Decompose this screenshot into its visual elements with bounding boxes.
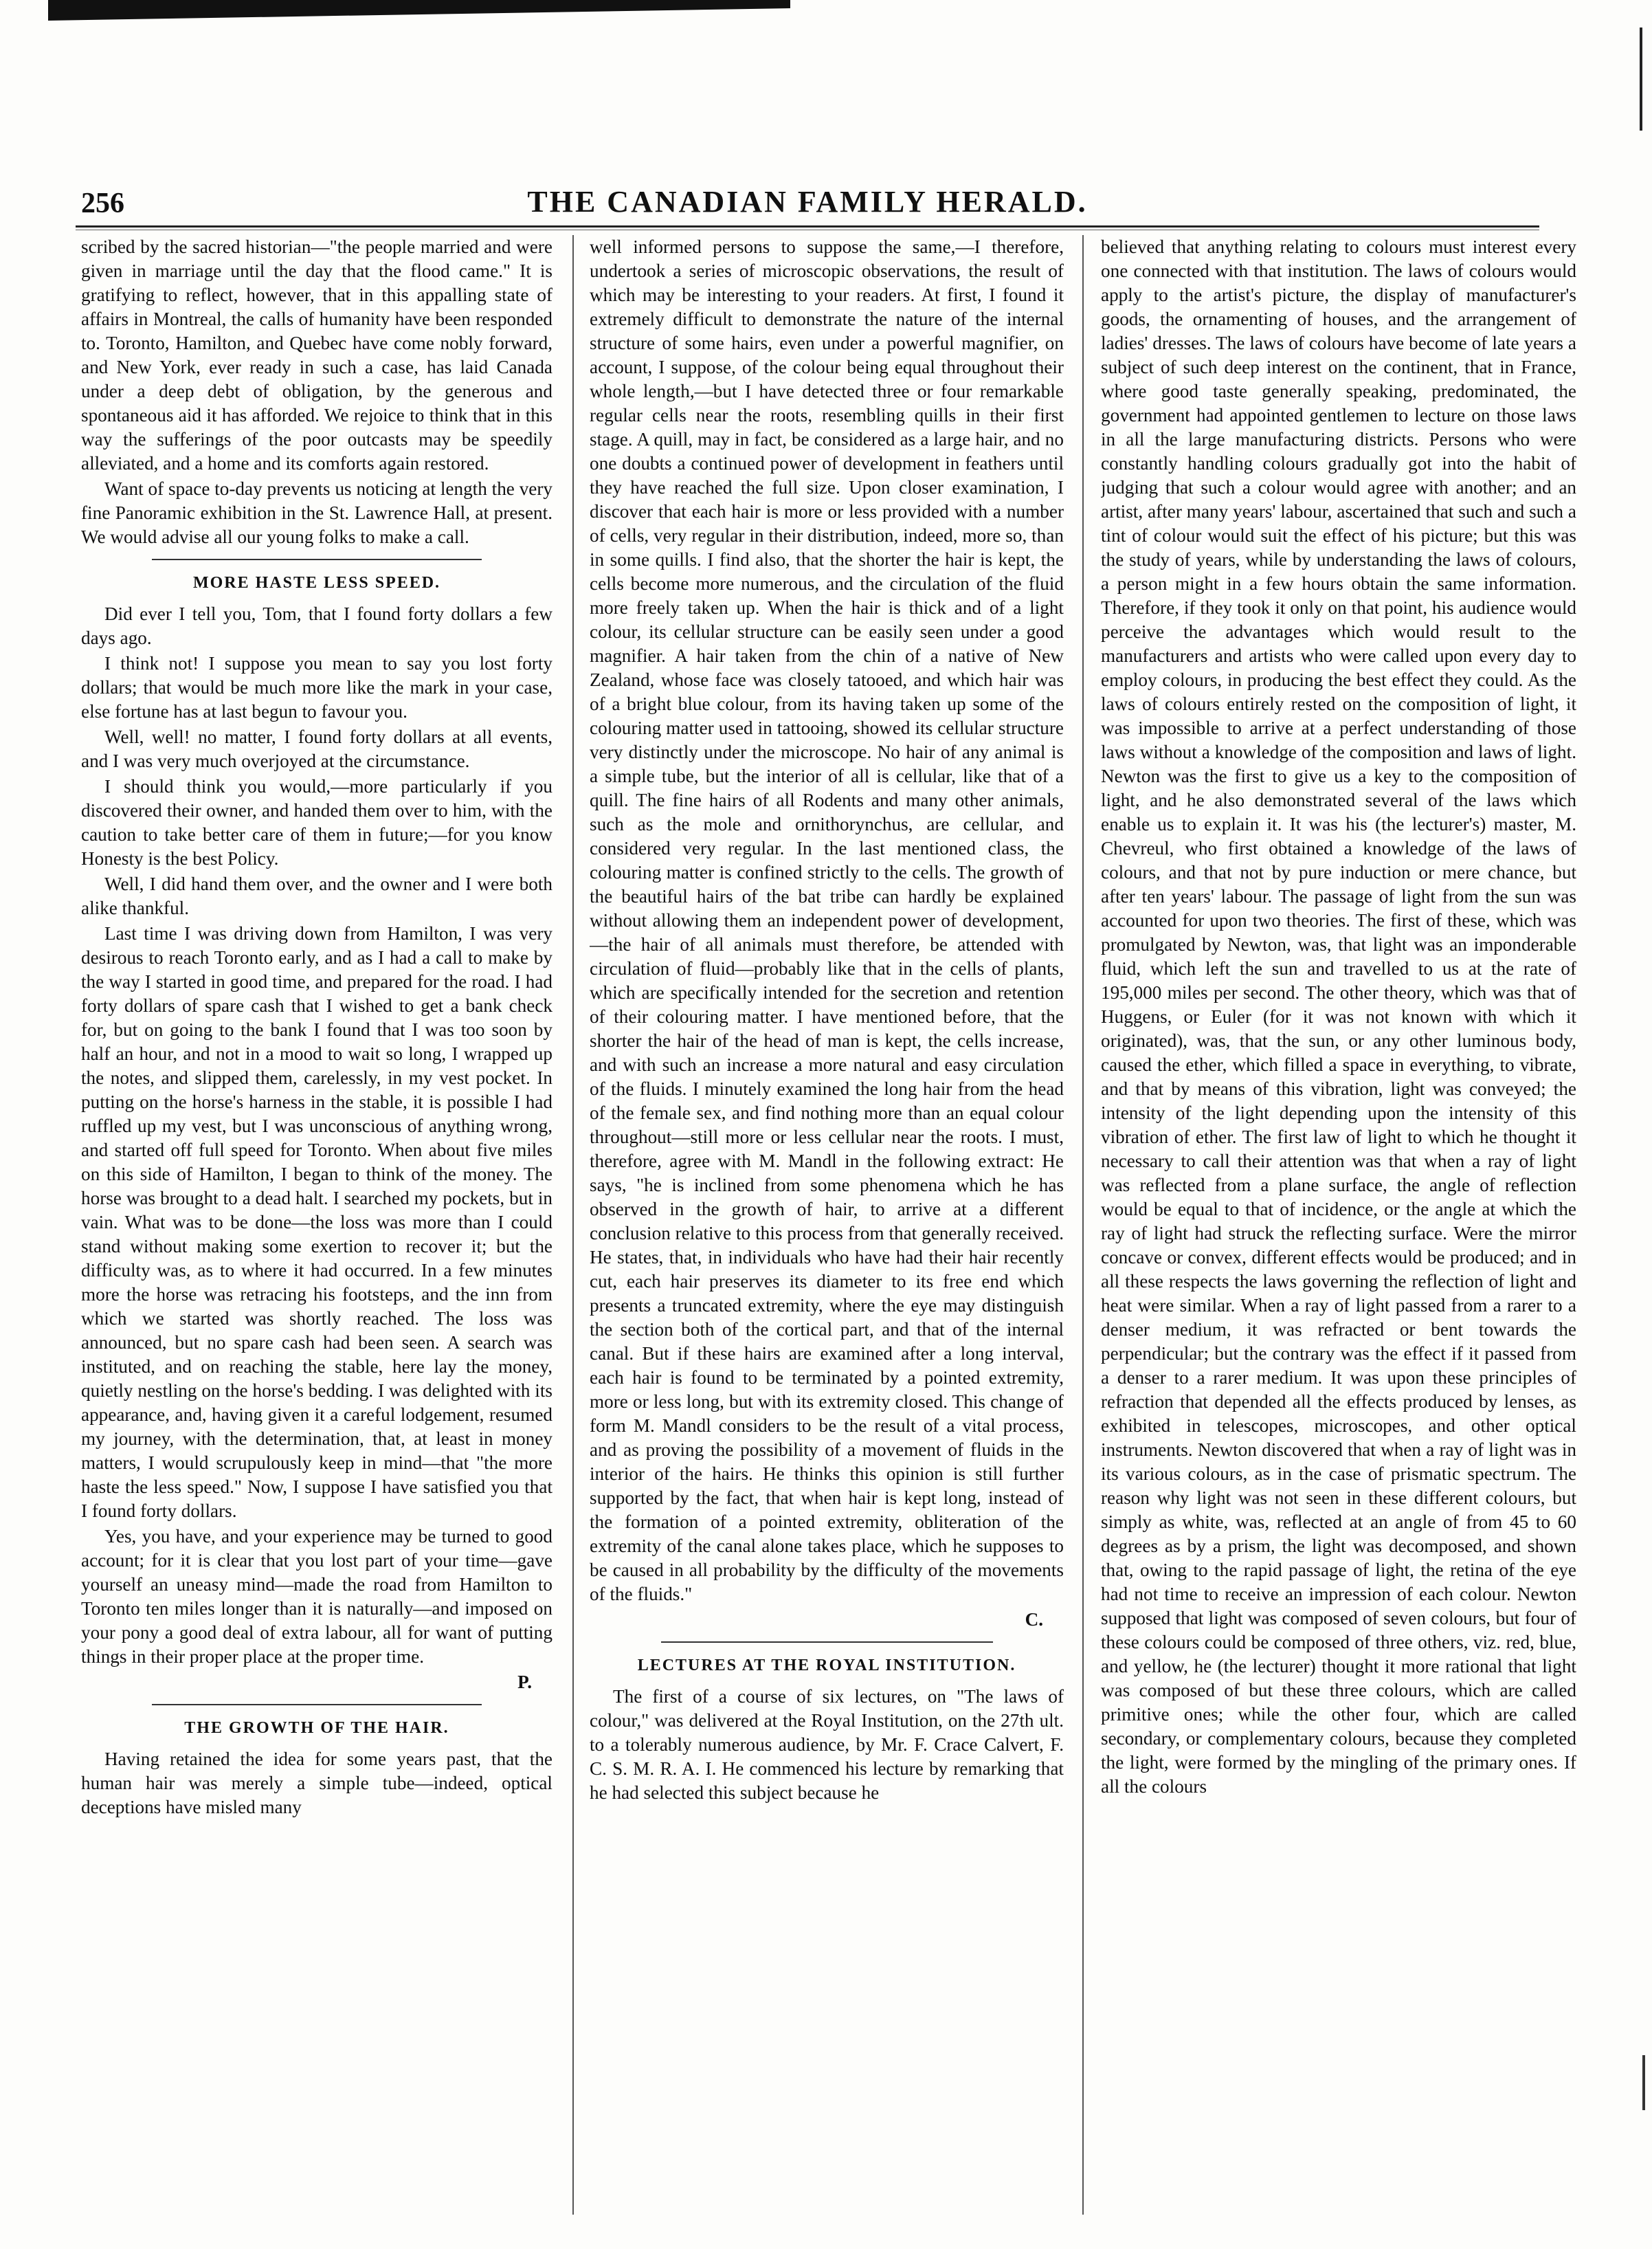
column-divider [572, 235, 574, 2215]
paragraph: Well, I did hand them over, and the owner and I were both alike thankful. [81, 874, 552, 918]
signature: C. [1025, 1609, 1043, 1630]
column-3 [1101, 235, 1576, 2222]
page-header [76, 184, 1539, 225]
scan-artifact-bar [48, 0, 790, 21]
paragraph: Yes, you have, and your experience may be turned to good account; for it is clear that you lost part of your time—gave yourself an uneasy mind—made the road from Hamilton to Toronto ten miles longer than it is naturally—and imposed on your pony a good deal of extra labour, all for want of putting things in their proper place at the proper time. [81, 1526, 552, 1667]
column-divider [1082, 235, 1084, 2215]
column-1 [81, 235, 552, 2222]
section-heading: LECTURES AT THE ROYAL INSTITUTION. [637, 1657, 1016, 1674]
section-separator [661, 1641, 993, 1643]
signature: P. [517, 1672, 532, 1692]
paragraph: Last time I was driving down from Hamilton, I was very desirous to reach Toronto early, and as I had a call to make by the way I started in good time, and prepared for the road. I had forty dollars of spare cash that I wished to get a bank check for, but on going to the bank I found that I was too soon by half an hour, and not in a mood to wait so long, I wrapped up the notes, and slipped them, carelessly, in my vest pocket. In putting on the horse's harness in the stable, it is possible I had ruffled up my vest, but I was unconscious of anything wrong, and started off full speed for Toronto. When about five miles on this side of Hamilton, I began to think of the money. The horse was brought to a dead halt. I searched my pockets, but in vain. What was to be done—the loss was more than I could stand without making some exertion to recover it; but the difficulty was, as to where it had occurred. In a few minutes more the horse was retracing his footsteps, and the inn from which we started was shortly reached. The loss was announced, but no spare cash had been seen. A search was instituted, and on reaching the stable, here lay the money, quietly nestling on the horse's bedding. I was delighted with its appearance, and, having given it a careful lodgement, resumed my journey, with the determination, that, at least in money matters, I would scrupulously keep in mind—that "the more haste the less speed." Now, I suppose I have satisfied you that I found forty dollars. [81, 923, 552, 1521]
paragraph: well informed persons to suppose the same,—I therefore, undertook a series of microscopic observations, the result of which may be interesting to your readers. At first, I found it extremely difficult to demonstrate the nature of the internal structure of some hairs, even under a powerful magnifier, on account, I suppose, of the colour being equal throughout their whole length,—but I have detected three or four remarkable regular cells near the roots, resembling quills in their first stage. A quill, may in fact, be considered as a large hair, and no one doubts a continued power of development in feathers until they have reached the full size. Upon closer examination, I discover that each hair is more or less provided with a number of cells, very regular in their distribution, indeed, more so, than in some quills. I find also, that the shorter the hair is kept, the cells become more numerous, and the circulation of the fluid more freely taken up. When the hair is thick and of a light colour, its cellular structure can be easily seen under a good magnifier. A hair taken from the chin of a native of New Zealand, whose face was closely tatooed, and which hair was of a bright blue colour, from its having taken up some of the colouring matter used in tattooing, showed its cellular structure very distinctly under the microscope. No hair of any animal is a simple tube, but the interior of all is cellular, like that of a quill. The fine hairs of all Rodents and many other animals, such as the mole and ornithorynchus, are cellular, and considered very regular. In the last mentioned class, the colouring matter is confined strictly to the cells. The growth of the beautiful hairs of the bat tribe can hardly be explained without allowing them an independent power of development,—the hair of all animals must therefore, be attended with circulation of fluid—probably like that in the cells of plants, which are specifically intended for the secretion and retention of their colouring matter. I have mentioned before, that the shorter the hair of the head of man is kept, the cells increase, and with such an increase a more natural and easy circulation of the fluids. I minutely examined the long hair from the head of the female sex, and find nothing more than an equal colour throughout—still more or less cellular near the roots. I must, therefore, agree with M. Mandl in the following extract: He says, "he is inclined from some phenomena which he has observed in the growth of hair, to arrive at a different conclusion relative to this process from that generally received. He states, that, in individuals who have had their hair recently cut, each hair preserves its diameter to its free end which presents a truncated extremity, where the eye may distinguish the section both of the cortical part, and that of the internal canal. But if these hairs are examined after a long interval, each hair is found to be terminated by a pointed extremity, more or less long, but with its extremity closed. This change of form M. Mandl considers to be the result of a vital process, and as proving the possibility of a movement of fluids in the interior of the hairs. He thinks this opinion is still further supported by the fact, that when hair is kept long, instead of the formation of a pointed extremity, obliteration of the extremity of the canal alone takes place, which he supposes to be caused in all probability by the difficulty of the movements of the fluids." [590, 236, 1064, 1604]
page-number: 256 [81, 188, 124, 219]
section-separator [152, 1704, 482, 1705]
paragraph: The first of a course of six lectures, on "The laws of colour," was delivered at the Royal Institution, on the 27th ult. to a tolerably numerous audience, by Mr. F. Crace Calvert, F. C. S. M. R. A. I. He commenced his lecture by remarking that he had selected this subject because he [590, 1686, 1064, 1803]
section-heading: MORE HASTE LESS SPEED. [192, 574, 441, 592]
scan-artifact-mark [1640, 27, 1642, 131]
header-rule [76, 225, 1539, 228]
column-2 [590, 235, 1064, 2222]
paragraph: I should think you would,—more particularly if you discovered their owner, and handed them over to him, with the caution to take better care of them in future;—for you know Honesty is the best Policy. [81, 776, 552, 869]
paragraph: Did ever I tell you, Tom, that I found forty dollars a few days ago. [81, 603, 552, 648]
section-heading: THE GROWTH OF THE HAIR. [184, 1719, 449, 1737]
paragraph: believed that anything relating to colours must interest every one connected with that institution. The laws of colours would apply to the artist's picture, the display of manufacturer's goods, the ornamenting of houses, and the arrangement of ladies' dresses. The laws of colours have become of late years a subject of such deep interest on the continent, that in France, where good taste generally speaking, predominated, the government had appointed gentlemen to lecture on those laws in all the large manufacturing districts. Persons who were constantly handling colours gradually got into the habit of judging that such a colour would agree with another; and an artist, after many years' labour, ascertained that such and such a tint of colour would suit the effect of his picture; but this was the study of years, while by understanding the laws of colours, a person might in a few hours obtain the same information. Therefore, if they took it only on that point, his audience would perceive the advantages which would result to the manufacturers and artists who were called upon every day to employ colours, in producing the best effect they could. As the laws of colours entirely rested on the composition of light, it was impossible to arrive at a perfect understanding of those laws without a knowledge of the composition and laws of light. Newton was the first to give us a key to the composition of light, and he also demonstrated several of the laws which enable us to explain it. It was his (the lecturer's) master, M. Chevreul, who first obtained a knowledge of the laws of colours, and that not by pure induction or mere chance, but after ten years' labour. The passage of light from the sun was accounted for upon two theories. The first of these, which was promulgated by Newton, was, that light was an imponderable fluid, which left the sun and travelled to us at the rate of 195,000 miles per second. The other theory, which was that of Huggens, or Euler (for it was not known with which it originated), was, that the sun, or any other luminous body, caused the ether, which filled a space in everything, to vibrate, and that by means of this vibration, light was conveyed; the intensity of the light depending upon the intensity of this vibration of ether. The first law of light to which he thought it necessary to call their attention was that when a ray of light was reflected from a plane surface, the angle of reflection would be equal to that of incidence, or the angle at which the ray of light had struck the reflecting surface. Were the mirror concave or convex, different effects would be produced; and in all these respects the laws governing the reflection of light and heat were similar. When a ray of light passed from a rarer to a denser medium, it was refracted or bent towards the perpendicular; but the contrary was the effect if it passed from a denser to a rarer medium. It was upon these principles of refraction that depended all the effects produced by lenses, as exhibited in telescopes, microscopes, and other optical instruments. Newton discovered that when a ray of light was in its various colours, as in the case of prismatic spectrum. The reason why light was not seen in these different colours, but simply as white, was, reflected at an angle of from 45 to 60 degrees as by a prism, the light was decomposed, and shown that, owing to the rapid passage of light, the retina of the eye had not time to receive an impression of each colour. Newton supposed that light was composed of seven colours, but four of these colours could be composed of three others, viz. red, blue, and yellow, he (the lecturer) thought it more rational that light was composed of but these three colours, which are called primitive ones; while the other four, which are called secondary, or complementary colours, because they completed the light, were formed by the mingling of the primary ones. If all the colours [1101, 236, 1576, 1797]
paragraph: scribed by the sacred historian—"the people married and were given in marriage until the day that the flood came." It is gratifying to reflect, however, that in this appalling state of affairs in Montreal, the calls of humanity have been responded to. Toronto, Hamilton, and Quebec have come nobly forward, and New York, ever ready in such a case, has laid Canada under a deep debt of obligation, by the generous and spontaneous aid it has afforded. We rejoice to think that in this way the sufferings of the poor outcasts may be speedily alleviated, and a home and its comforts again restored. [81, 236, 552, 474]
section-separator [152, 559, 482, 560]
masthead-title: THE CANADIAN FAMILY HERALD. [527, 185, 1088, 219]
paragraph: Want of space to-day prevents us noticing at length the very fine Panoramic exhibition in the St. Lawrence Hall, at present. We would advise all our young folks to make a call. [81, 478, 552, 547]
paragraph: Well, well! no matter, I found forty dollars at all events, and I was very much overjoyed at the circumstance. [81, 727, 552, 771]
scan-artifact-mark [1642, 2055, 1645, 2110]
paragraph: Having retained the idea for some years past, that the human hair was merely a simple tube—indeed, optical deceptions have misled many [81, 1749, 552, 1817]
paragraph: I think not! I suppose you mean to say you lost forty dollars; that would be much more like the mark in your case, else fortune has at last begun to favour you. [81, 653, 552, 722]
